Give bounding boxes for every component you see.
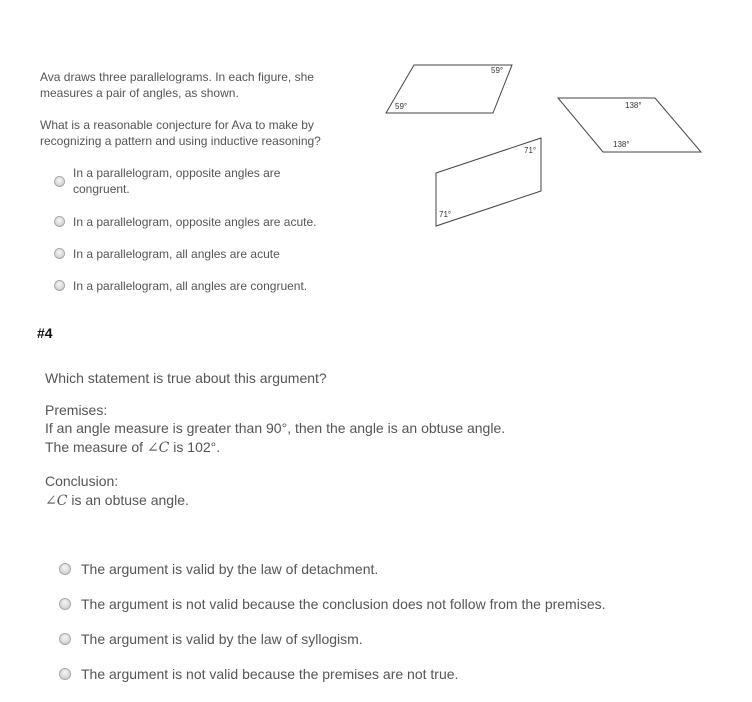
q4-premise-2-suffix: is 102°. <box>169 439 221 455</box>
q4-conclusion-suffix: is an obtuse angle. <box>67 492 189 508</box>
q4-option-4-label[interactable]: The argument is not valid because the premises are not true. <box>81 666 459 682</box>
parallelogram-3-angle-top: 71° <box>524 146 537 155</box>
parallelogram-3 <box>436 138 541 226</box>
q3-option-3-label[interactable]: In a parallelogram, all angles are acute <box>73 247 280 261</box>
q3-option-2-radio[interactable] <box>54 216 65 227</box>
parallelogram-1-angle-bottom: 59° <box>395 102 408 111</box>
q3-option-3-radio[interactable] <box>54 248 65 259</box>
parallelogram-1-angle-top: 59° <box>491 66 504 75</box>
q4-premise-2 <box>45 437 220 458</box>
q3-intro-text: Ava draws three parallelograms. In each figure, she measures a pair of angles, as shown. <box>40 70 314 100</box>
parallelogram-2-angle-top: 138° <box>625 101 642 110</box>
q4-option-1-radio[interactable] <box>59 563 71 575</box>
parallelograms-figure <box>380 58 710 230</box>
q4-option-2-radio[interactable] <box>59 598 71 610</box>
angle-c-symbol: ∠C <box>45 493 68 509</box>
q3-option-4-radio[interactable] <box>54 280 65 291</box>
parallelogram-2-angle-bottom: 138° <box>613 140 630 149</box>
q3-option-1-radio[interactable] <box>54 176 65 187</box>
q4-conclusion <box>45 490 189 511</box>
q4-option-2-label[interactable]: The argument is not valid because the conclusion does not follow from the premises. <box>81 596 606 612</box>
q4-conclusion-label: Conclusion: <box>45 473 119 489</box>
q4-option-1-label[interactable]: The argument is valid by the law of detachment. <box>81 561 379 577</box>
q4-option-3-label[interactable]: The argument is valid by the law of syllogism. <box>81 631 363 647</box>
q4-option-3-radio[interactable] <box>59 633 71 645</box>
parallelogram-1 <box>386 65 512 113</box>
q4-premises-label: Premises: <box>45 402 108 418</box>
q4-premise-2-prefix: The measure of <box>45 439 147 455</box>
q3-option-2-label[interactable]: In a parallelogram, opposite angles are acute. <box>73 215 317 229</box>
q4-option-4-radio[interactable] <box>59 668 71 680</box>
angle-c-symbol: ∠C <box>146 440 170 456</box>
question-number-heading: #4 <box>37 325 53 341</box>
q3-prompt-text: What is a reasonable conjecture for Ava to make by recognizing a pattern and using inductive reasoning? <box>40 118 321 148</box>
parallelogram-2 <box>558 98 701 152</box>
q3-option-4-label[interactable]: In a parallelogram, all angles are congruent. <box>73 279 308 293</box>
q4-question-text: Which statement is true about this argument? <box>45 370 327 386</box>
q4-premise-1: If an angle measure is greater than 90°, then the angle is an obtuse angle. <box>45 420 506 436</box>
q3-option-1-label[interactable]: In a parallelogram, opposite angles are congruent. <box>73 166 281 196</box>
parallelogram-3-angle-bottom: 71° <box>439 210 452 219</box>
